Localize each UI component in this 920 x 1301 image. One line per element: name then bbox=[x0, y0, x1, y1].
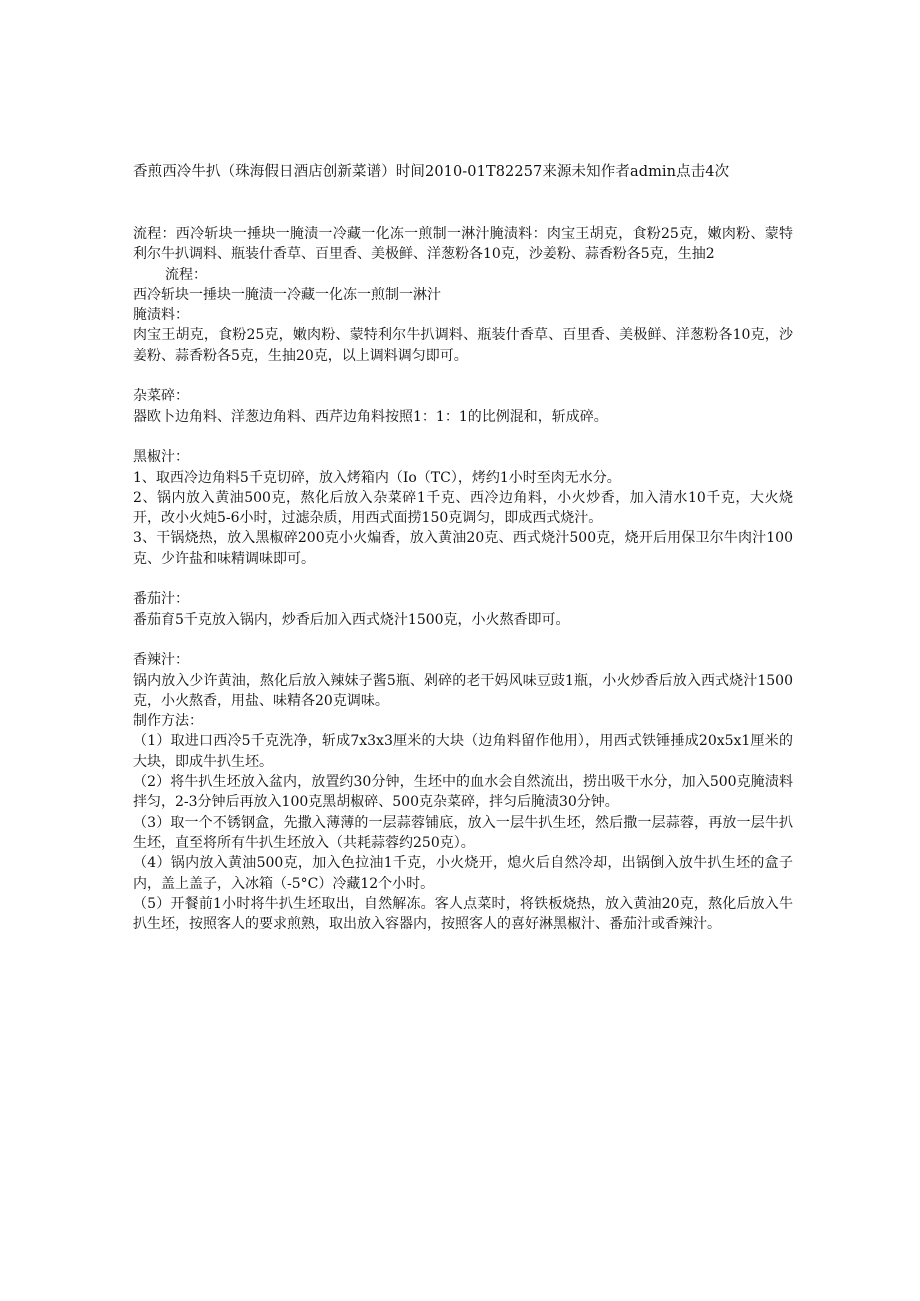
vegetable-heading: 杂菜碎： bbox=[133, 388, 189, 405]
black-pepper-step-2: 2、锅内放入黄油500克，熬化后放入杂菜碎1千克、西冷边角料，小火炒香，加入清水10千克，大火烧开，改小火炖5-6小时，过滤杂质，用西式面捞150克调匀，即成西式烧汁。 bbox=[133, 489, 793, 527]
summary-paragraph: 流程：西冷斩块一捶块一腌渍一冷藏一化冻一煎制一淋汁腌渍料：肉宝王胡克，食粉25克，嫩肉粉、蒙特利尔牛扒调料、瓶装什香草、百里香、美极鲜、洋葱粉各10克，沙姜粉、蒜香粉各5克，生抽2 bbox=[133, 226, 793, 263]
method-step-2: （2）将牛扒生坯放入盆内，放置约30分钟，生坯中的血水会自然流出，捞出吸干水分，加入500克腌渍料拌匀，2-3分钟后再放入100克黑胡椒碎、500克杂菜碎，拌匀后腌渍30分钟。 bbox=[133, 774, 793, 811]
method-step-4: （4）锅内放入黄油500克，加入色拉油1千克，小火烧开，熄火后自然冷却，出锅倒入放牛扒生坯的盒子内，盖上盖子，入冰箱（-5°C）冷藏12个小时。 bbox=[133, 855, 793, 892]
method-step-1: （1）取进口西冷5千克洗净，斩成7x3x3厘米的大块（边角料留作他用），用西式铁锤捶成20x5x1厘米的大块，即成牛扒生坯。 bbox=[133, 733, 793, 770]
black-pepper-sauce-heading: 黑椒汁： bbox=[133, 449, 189, 466]
marinade-ingredients: 肉宝王胡克，食粉25克，嫩肉粉、蒙特利尔牛扒调料、瓶装什香草、百里香、美极鲜、洋葱粉各10克，沙姜粉、蒜香粉各5克，生抽20克，以上调料调匀即可。 bbox=[133, 327, 793, 364]
process-heading: 流程： bbox=[165, 266, 207, 283]
document-body bbox=[133, 224, 793, 934]
tomato-sauce-instructions: 番茄育5千克放入锅内，炒香后加入西式烧汁1500克，小火熬香即可。 bbox=[133, 611, 570, 628]
tomato-sauce-heading: 番茄汁： bbox=[133, 591, 189, 608]
method-step-5: （5）开餐前1小时将牛扒生坯取出，自然解冻。客人点菜时，将铁板烧热，放入黄油20克，熬化后放入牛扒生坯，按照客人的要求煎熟，取出放入容器内，按照客人的喜好淋黑椒汁、番茄汁或香辣汁。 bbox=[133, 895, 793, 933]
black-pepper-step-1: 1、取西冷边角料5千克切碎，放入烤箱内（Io（TC），烤约1小时至肉无水分。 bbox=[133, 469, 621, 486]
marinade-heading: 腌渍料： bbox=[133, 307, 189, 324]
vegetable-instructions: 器欧卜边角料、洋葱边角料、西芹边角料按照1：1：1的比例混和，斩成碎。 bbox=[133, 408, 608, 425]
spicy-sauce-heading: 香辣汁： bbox=[133, 652, 189, 669]
method-heading: 制作方法： bbox=[133, 713, 203, 730]
black-pepper-step-3: 3、干锅烧热，放入黑椒碎200克小火煸香，放入黄油20克、西式烧汁500克，烧开后用保卫尔牛肉汁100克、少许盐和味精调味即可。 bbox=[133, 530, 793, 567]
document-title: 香煎西冷牛扒（珠海假日酒店创新菜谱）时间2010-01T82257来源未知作者admin点击4次 bbox=[133, 164, 730, 180]
process-steps: 西冷斩块一捶块一腌渍一冷藏一化冻一煎制一淋汁 bbox=[133, 286, 441, 303]
spicy-sauce-instructions: 锅内放入少许黄油，熬化后放入辣妹子酱5瓶、剁碎的老干妈风味豆豉1瓶，小火炒香后放入西式烧汁1500克，小火熬香，用盐、味精各20克调味。 bbox=[133, 672, 793, 709]
method-step-3: （3）取一个不锈钢盒，先撒入薄薄的一层蒜蓉铺底，放入一层牛扒生坯，然后撒一层蒜蓉，再放一层牛扒生坯，直至将所有牛扒生坯放入（共耗蒜蓉约250克）。 bbox=[133, 814, 793, 851]
